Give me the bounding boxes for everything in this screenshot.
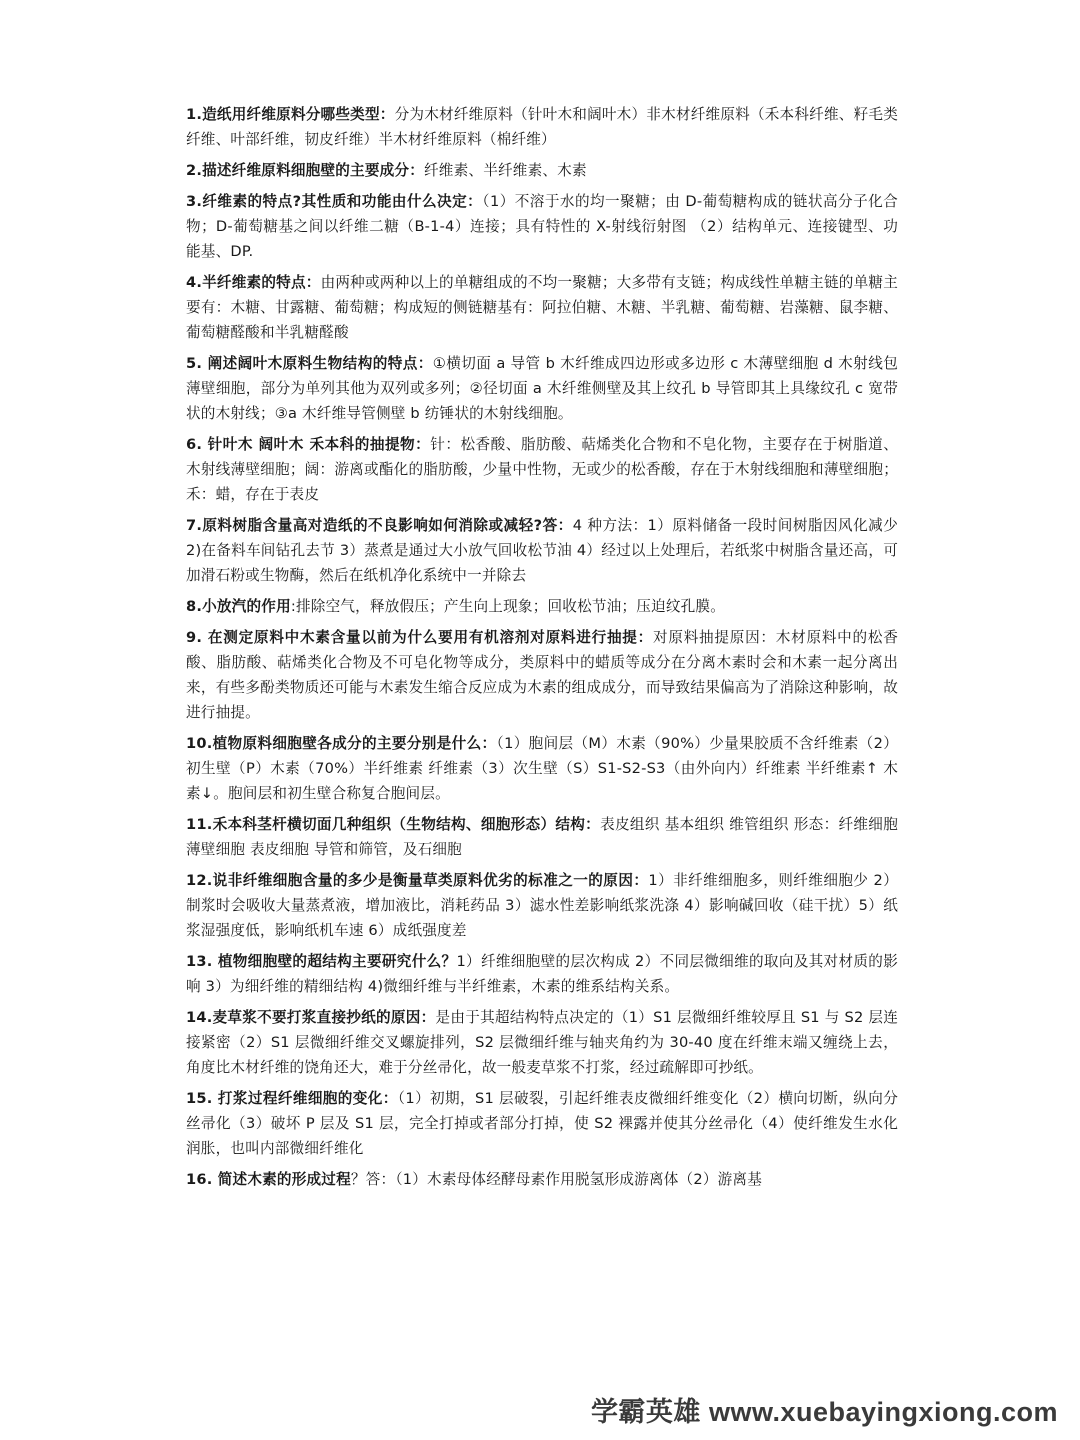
- question-16-title: 16. 简述木素的形成过程: [186, 1171, 351, 1188]
- question-10: [186, 731, 898, 806]
- question-12: [186, 868, 898, 943]
- question-2-title: 2.描述纤维原料细胞壁的主要成分：: [186, 162, 425, 179]
- question-4-answer: 由两种或两种以上的单糖组成的不均一聚糖；大多带有支链；构成线性单糖主链的单糖主要有：木糖、甘露糖、葡萄糖；构成短的侧链糖基有：阿拉伯糖、木糖、半乳糖、葡萄糖、岩藻糖、鼠李糖、葡萄糖醛酸和半乳糖醛酸: [186, 274, 898, 341]
- question-5-answer: ①横切面 a 导管 b 木纤维成四边形或多边形 c 木薄壁细胞 d 木射线包薄壁细胞，部分为单列其他为双列或多列；②径切面 a 木纤维侧壁及其上纹孔 b 导管即其上具缘纹孔 c 宽带状的木射线；③a 木纤维导管侧壁 b 纺锤状的木射线细胞。: [186, 355, 898, 422]
- question-4: [186, 270, 898, 345]
- question-3-title: 3.纤维素的特点?其性质和功能由什么决定：: [186, 193, 483, 210]
- question-6: [186, 432, 898, 507]
- question-1-answer: 分为木材纤维原料（针叶木和阔叶木）非木材纤维原料（禾本科纤维、籽毛类纤维、叶部纤维，韧皮纤维）半木材纤维原料（棉纤维）: [186, 106, 898, 148]
- question-11: [186, 812, 898, 862]
- question-6-answer: 针：松香酸、脂肪酸、萜烯类化合物和不皂化物，主要存在于树脂道、木射线薄壁细胞；阔：游离或酯化的脂肪酸，少量中性物，无或少的松香酸，存在于木射线细胞和薄壁细胞；禾：蜡，存在于表皮: [186, 436, 899, 503]
- question-13-title: 13. 植物细胞壁的超结构主要研究什么？: [186, 953, 457, 970]
- question-5: [186, 351, 898, 426]
- question-8: [186, 594, 898, 619]
- question-7: [186, 513, 898, 588]
- question-2-answer: 纤维素、半纤维素、木素: [424, 162, 587, 179]
- question-9-answer: 对原料抽提原因：木材原料中的松香酸、脂肪酸、萜烯类化合物及不可皂化物等成分，类原料中的蜡质等成分在分离木素时会和木素一起分离出来，有些多酚类物质还可能与木素发生缩合反应成为木素的组成成分，而导致结果偏高为了消除这种影响，故进行抽提。: [186, 629, 898, 721]
- question-15-title: 15. 打浆过程纤维细胞的变化：: [186, 1090, 398, 1107]
- document-body: [186, 102, 898, 1198]
- question-10-title: 10.植物原料细胞壁各成分的主要分别是什么：: [186, 735, 497, 752]
- question-10-answer: （1）胞间层（M）木素（90%）少量果胶质不含纤维素（2）初生壁（P）木素（70%）半纤维素 纤维素（3）次生壁（S）S1-S2-S3（由外向内）纤维素 半纤维素↑ 木素↓。胞间层和初生壁合称复合胞间层。: [186, 735, 898, 802]
- question-3: [186, 189, 898, 264]
- question-14-title: 14.麦草浆不要打浆直接抄纸的原因：: [186, 1009, 436, 1026]
- question-16: [186, 1167, 898, 1192]
- question-9-title: 9. 在测定原料中木素含量以前为什么要用有机溶剂对原料进行抽提：: [186, 629, 653, 646]
- question-7-answer: 4 种方法：1）原料储备一段时间树脂因风化减少 2)在备料车间钻孔去节 3）蒸煮是通过大小放气回收松节油 4）经过以上处理后，若纸浆中树脂含量还高，可加滑石粉或生物酶，然后在纸机净化系统中一并除去: [186, 517, 898, 584]
- question-13: [186, 949, 898, 999]
- question-12-title: 12.说非纤维细胞含量的多少是衡量草类原料优劣的标准之一的原因：: [186, 872, 649, 889]
- question-3-answer: （1）不溶于水的均一聚糖；由 D-葡萄糖构成的链状高分子化合物；D-葡萄糖基之间以纤维二糖（B-1-4）连接；具有特性的 X-射线衍射图 （2）结构单元、连接键型、功能基、DP.: [186, 193, 898, 260]
- question-11-answer: 表皮组织 基本组织 维管组织 形态：纤维细胞 薄壁细胞 表皮细胞 导管和筛管，及石细胞: [186, 816, 898, 858]
- question-16-answer: ？答：（1）木素母体经酵母素作用脱氢形成游离体（2）游离基: [350, 1171, 762, 1188]
- question-8-answer: :排除空气，释放假压；产生向上现象；回收松节油；压迫纹孔膜。: [290, 598, 726, 615]
- question-4-title: 4.半纤维素的特点：: [186, 274, 321, 291]
- question-1-title: 1.造纸用纤维原料分哪些类型：: [186, 106, 395, 123]
- question-15: [186, 1086, 898, 1161]
- question-7-title: 7.原料树脂含量高对造纸的不良影响如何消除或减轻?答：: [186, 517, 573, 534]
- question-14: [186, 1005, 898, 1080]
- question-15-answer: （1）初期，S1 层破裂，引起纤维表皮微细纤维变化（2）横向切断，纵向分丝帚化（3）破坏 P 层及 S1 层，完全打掉或者部分打掉，使 S2 裸露并使其分丝帚化（4）使纤维发生水化润胀，也叫内部微细纤维化: [186, 1090, 898, 1157]
- question-14-answer: 是由于其超结构特点决定的（1）S1 层微细纤维较厚且 S1 与 S2 层连接紧密（2）S1 层微细纤维交叉螺旋排列，S2 层微细纤维与轴夹角约为 30-40 度在纤维末端又缠绕上去，角度比木材纤维的饶角还大，难于分丝帚化，故一般麦草浆不打浆，经过疏解即可抄纸。: [186, 1009, 898, 1076]
- question-12-answer: 1）非纤维细胞多，则纤维细胞少 2）制浆时会吸收大量蒸煮液，增加液比，消耗药品 3）滤水性差影响纸浆洗涤 4）影响碱回收（硅干扰）5）纸浆湿强度低，影响纸机车速 6）成纸强度差: [186, 872, 898, 939]
- question-6-title: 6. 针叶木 阔叶木 禾本科的抽提物：: [186, 436, 431, 453]
- site-watermark: 学霸英雄 www.xuebayingxiong.com: [590, 1397, 1058, 1427]
- question-1: [186, 102, 898, 152]
- question-5-title: 5. 阐述阔叶木原料生物结构的特点：: [186, 355, 433, 372]
- question-9: [186, 625, 898, 725]
- question-13-answer: 1）纤维细胞壁的层次构成 2）不同层微细维的取向及其对材质的影响 3）为细纤维的精细结构 4)微细纤维与半纤维素，木素的维系结构关系。: [186, 953, 898, 995]
- question-8-title: 8.小放汽的作用: [186, 598, 291, 615]
- question-11-title: 11.禾本科茎杆横切面几种组织（生物结构、细胞形态）结构：: [186, 816, 601, 833]
- question-2: [186, 158, 898, 183]
